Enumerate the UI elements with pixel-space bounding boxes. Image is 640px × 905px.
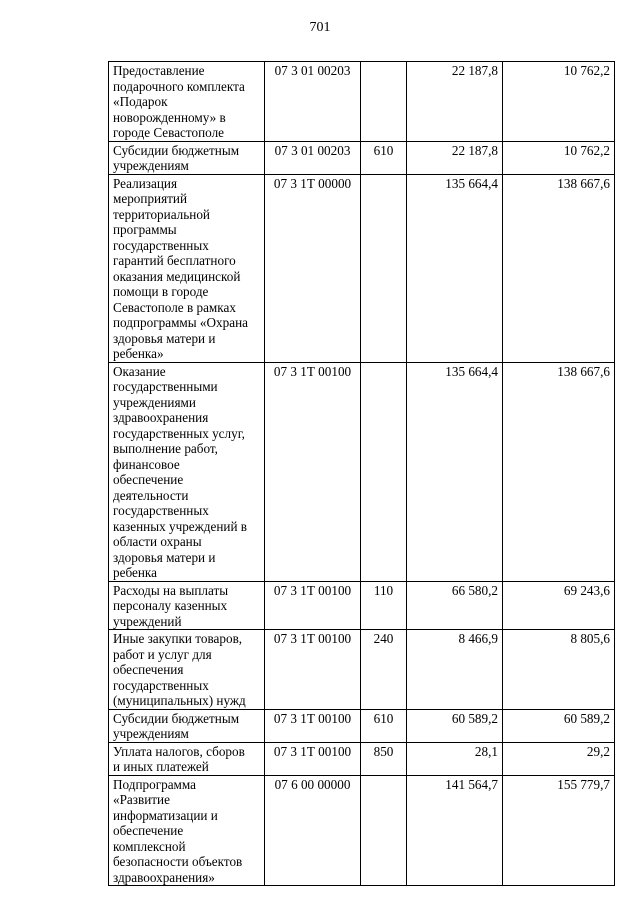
- row-amount-2: 8 805,6: [503, 630, 615, 710]
- budget-table: [108, 61, 615, 886]
- row-name: Предоставление подарочного комплекта «Подарок новорожденному» в городе Севастополе: [109, 62, 265, 142]
- table-row: [109, 62, 615, 142]
- table-row: [109, 630, 615, 710]
- row-name: Реализация мероприятий территориальной программы государственных гарантий бесплатного оказания медицинской помощи в городе Севастополе в рамках подпрограммы «Охрана здоровья матери и ребенка»: [109, 174, 265, 362]
- page-number: 701: [309, 20, 331, 35]
- row-amount-2: 138 667,6: [503, 362, 615, 581]
- row-name: Иные закупки товаров, работ и услуг для обеспечения государственных (муниципальных) нужд: [109, 630, 265, 710]
- row-amount-2: 138 667,6: [503, 174, 615, 362]
- row-amount-1: 22 187,8: [407, 62, 503, 142]
- table-row: [109, 709, 615, 742]
- table-row: [109, 141, 615, 174]
- row-amount-2: 69 243,6: [503, 581, 615, 630]
- row-target-code: 07 3 1Т 00000: [265, 174, 361, 362]
- row-amount-1: 28,1: [407, 742, 503, 775]
- row-amount-1: 8 466,9: [407, 630, 503, 710]
- table-row: [109, 775, 615, 886]
- row-amount-1: 66 580,2: [407, 581, 503, 630]
- row-expense-type: [361, 62, 407, 142]
- table-row: [109, 174, 615, 362]
- row-target-code: 07 3 1Т 00100: [265, 630, 361, 710]
- row-target-code: 07 6 00 00000: [265, 775, 361, 886]
- row-amount-2: 60 589,2: [503, 709, 615, 742]
- table-row: [109, 362, 615, 581]
- row-amount-1: 22 187,8: [407, 141, 503, 174]
- row-expense-type: 610: [361, 141, 407, 174]
- row-expense-type: 110: [361, 581, 407, 630]
- row-expense-type: 240: [361, 630, 407, 710]
- row-amount-1: 135 664,4: [407, 174, 503, 362]
- row-name: Субсидии бюджетным учреждениям: [109, 141, 265, 174]
- table-row: [109, 742, 615, 775]
- table-row: [109, 581, 615, 630]
- row-amount-2: 29,2: [503, 742, 615, 775]
- row-amount-2: 10 762,2: [503, 62, 615, 142]
- row-target-code: 07 3 1Т 00100: [265, 581, 361, 630]
- row-amount-2: 155 779,7: [503, 775, 615, 886]
- row-target-code: 07 3 1Т 00100: [265, 362, 361, 581]
- row-amount-1: 135 664,4: [407, 362, 503, 581]
- row-amount-2: 10 762,2: [503, 141, 615, 174]
- row-amount-1: 60 589,2: [407, 709, 503, 742]
- row-amount-1: 141 564,7: [407, 775, 503, 886]
- row-name: Подпрограмма «Развитие информатизации и обеспечение комплексной безопасности объектов здравоохранения»: [109, 775, 265, 886]
- row-expense-type: [361, 174, 407, 362]
- row-expense-type: [361, 775, 407, 886]
- row-target-code: 07 3 01 00203: [265, 141, 361, 174]
- row-name: Уплата налогов, сборов и иных платежей: [109, 742, 265, 775]
- row-target-code: 07 3 1Т 00100: [265, 709, 361, 742]
- row-expense-type: [361, 362, 407, 581]
- row-expense-type: 850: [361, 742, 407, 775]
- row-name: Оказание государственными учреждениями здравоохранения государственных услуг, выполнение работ, финансовое обеспечение деятельности государственных казенных учреждений в области охраны здоровья матери и ребенка: [109, 362, 265, 581]
- row-name: Расходы на выплаты персоналу казенных учреждений: [109, 581, 265, 630]
- row-target-code: 07 3 01 00203: [265, 62, 361, 142]
- row-expense-type: 610: [361, 709, 407, 742]
- row-name: Субсидии бюджетным учреждениям: [109, 709, 265, 742]
- row-target-code: 07 3 1Т 00100: [265, 742, 361, 775]
